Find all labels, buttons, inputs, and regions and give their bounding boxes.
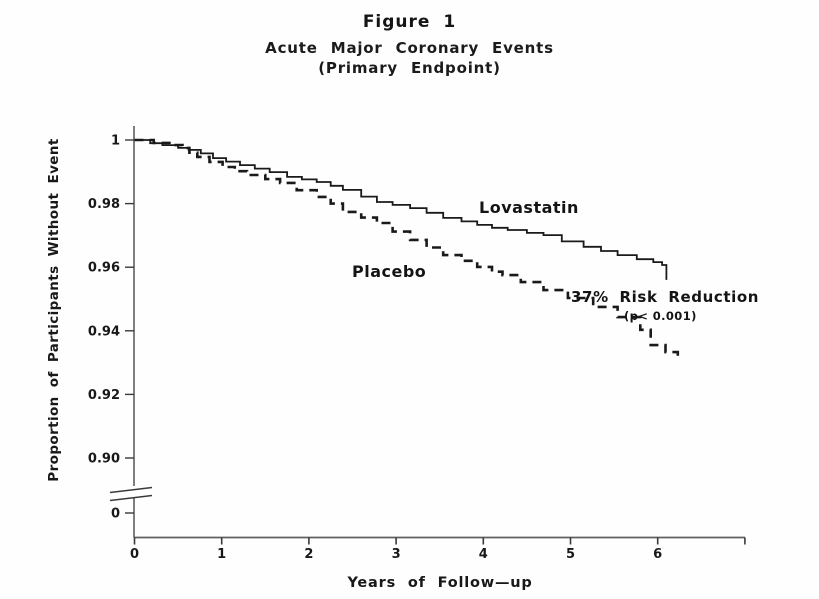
series-label-lovastatin: Lovastatin xyxy=(479,198,579,217)
axis-break-marks xyxy=(110,488,152,501)
x-tick-label: 0 xyxy=(129,547,140,562)
x-tick-label: 3 xyxy=(391,547,401,562)
y-tick-label: 0.94 xyxy=(87,324,120,340)
y-tick-label: 0.96 xyxy=(87,260,120,276)
figure-title: Figure 1 xyxy=(362,12,457,32)
series-label-placebo: Placebo xyxy=(352,262,427,281)
x-tick-label: 2 xyxy=(304,547,314,562)
y-axis-label: Proportion of Participants Without Event xyxy=(46,138,62,482)
x-axis-label: Years of Follow—up xyxy=(347,575,533,591)
lovastatin-curve xyxy=(135,140,667,280)
y-tick-label: 0.98 xyxy=(87,197,120,213)
x-tick-label: 4 xyxy=(478,547,488,562)
p-value-annotation: (p< 0.001) xyxy=(624,309,697,323)
risk-reduction-annotation: 37% Risk Reduction xyxy=(571,288,760,306)
x-tick-label: 6 xyxy=(653,547,663,562)
placebo-curve xyxy=(135,140,678,358)
figure-subtitle-line1: Acute Major Coronary Events xyxy=(265,39,554,57)
x-tick-label: 5 xyxy=(565,547,576,562)
y-tick-label: 0.90 xyxy=(87,451,120,467)
figure-subtitle-line2: (Primary Endpoint) xyxy=(318,59,501,77)
y-tick-label-zero: 0 xyxy=(110,506,120,522)
y-tick-label: 1 xyxy=(110,133,120,149)
y-tick-label: 0.92 xyxy=(87,387,120,403)
x-tick-label: 1 xyxy=(217,547,227,562)
